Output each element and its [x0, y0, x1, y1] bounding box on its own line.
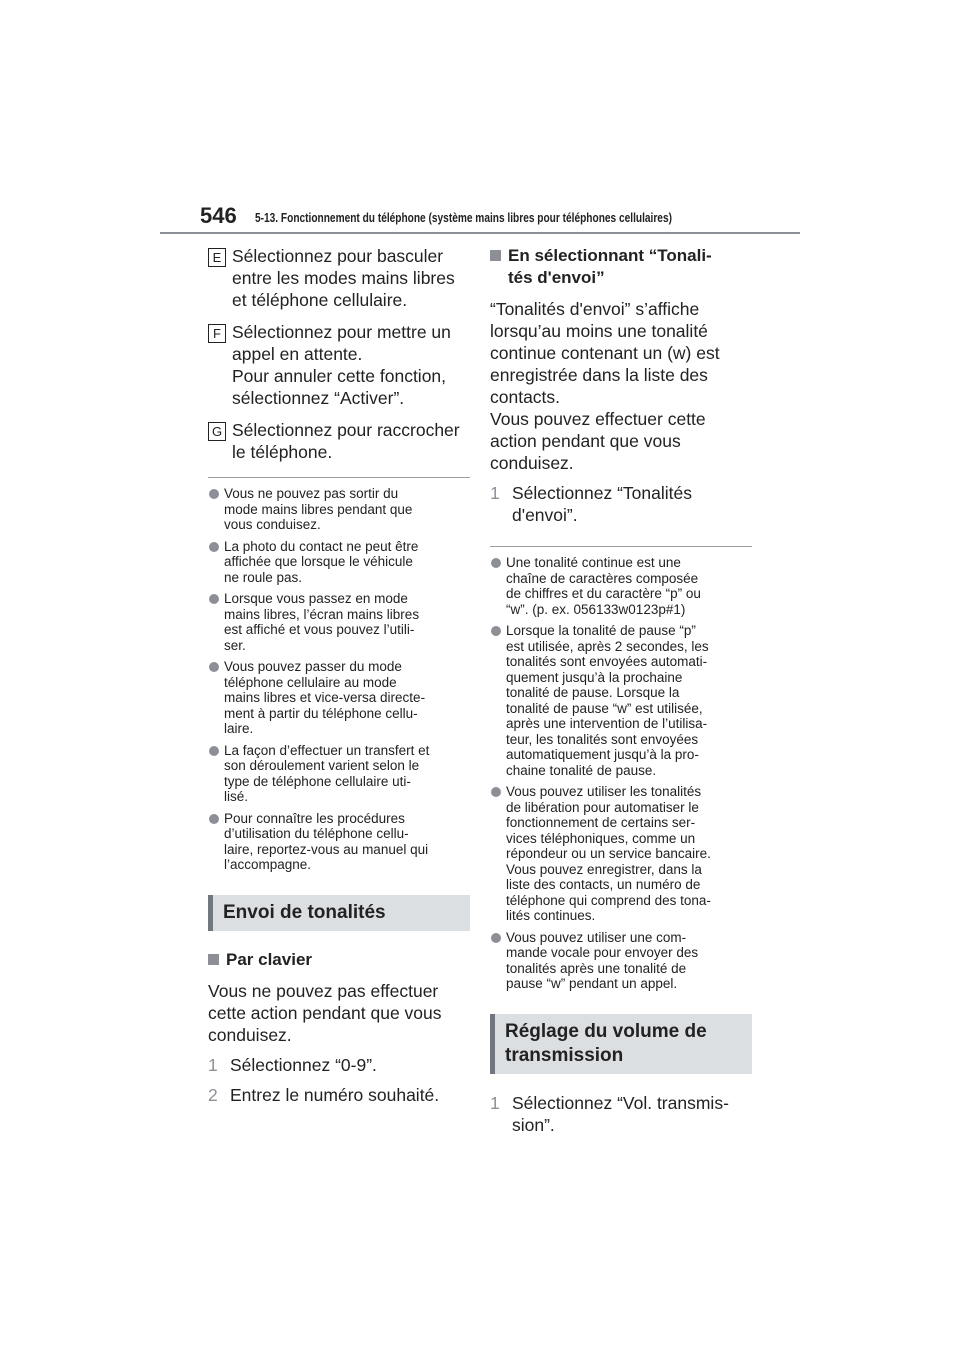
- header-divider: [160, 232, 800, 234]
- step-item: 1 Sélectionnez “Tonalités d'envoi”.: [490, 483, 692, 525]
- item-f-text: Sélectionnez pour mettre un appel en attente. Pour annuler cette fonction, sélectionnez “Activer”.: [232, 322, 451, 408]
- step-item: 1 Sélectionnez “0-9”.: [208, 1054, 377, 1075]
- note-item: Une tonalité continue est une chaîne de caractères composée de chiffres et du caractère “p” ou “w”. (p. ex. 056133w0123p#1): [490, 555, 752, 617]
- item-e-text: Sélectionnez pour basculer entre les modes mains libres et téléphone cellulaire.: [232, 246, 455, 310]
- paragraph-clavier: Vous ne pouvez pas effectuer cette action pendant que vous conduisez.: [208, 980, 442, 1045]
- bullet-icon: [491, 787, 501, 797]
- page-header: [200, 203, 800, 235]
- item-g: [208, 419, 470, 463]
- subheading-tonalites-envoi: En sélectionnant “Tonali- tés d'envoi”: [490, 245, 752, 289]
- note-item: La photo du contact ne peut être affichée que lorsque le véhicule ne roule pas.: [208, 539, 470, 586]
- item-f: [208, 321, 470, 409]
- left-column: [208, 245, 470, 1114]
- notes-divider: [490, 546, 752, 547]
- letter-g-label: G: [208, 422, 226, 441]
- bullet-icon: [491, 933, 501, 943]
- paragraph-tonalites: “Tonalités d'envoi” s’affiche lorsqu’au moins une tonalité continue contenant un (w) est enregistrée dans la liste des contacts. Vous pouvez effectuer cette action pendant que vous conduisez.: [490, 299, 720, 473]
- note-item: La façon d’effectuer un transfert et son déroulement varient selon le type de téléphone cellulaire uti- lisé.: [208, 743, 470, 805]
- square-bullet-icon: [490, 250, 501, 261]
- section-title: 5-13. Fonctionnement du téléphone (système mains libres pour téléphones cellulaires): [255, 210, 672, 225]
- note-item: Pour connaître les procédures d’utilisation du téléphone cellu- laire, reportez-vous au manuel qui l’accompagne.: [208, 811, 470, 873]
- bullet-icon: [209, 542, 219, 552]
- letter-e-label: E: [208, 248, 226, 267]
- section-heading-volume: Réglage du volume de transmission: [490, 1014, 752, 1074]
- note-item: Vous ne pouvez pas sortir du mode mains libres pendant que vous conduisez.: [208, 486, 470, 533]
- note-item: Vous pouvez utiliser les tonalités de libération pour automatiser le fonctionnement de certains ser- vices téléphoniques, comme un répondeur ou un service bancaire. Vous pouvez enregistrer, dans la liste des contacts, un numéro de téléphone qui comprend des tona- lités continues.: [490, 784, 752, 924]
- bullet-icon: [209, 489, 219, 499]
- step-item: 1 Sélectionnez “Vol. transmis- sion”.: [490, 1092, 729, 1135]
- bullet-icon: [209, 746, 219, 756]
- note-item: Vous pouvez utiliser une com- mande vocale pour envoyer des tonalités après une tonalité de pause “w” pendant un appel.: [490, 930, 752, 992]
- bullet-icon: [491, 626, 501, 636]
- right-column: [490, 245, 752, 1144]
- letter-f-label: F: [208, 324, 226, 343]
- section-heading-envoi: Envoi de tonalités: [208, 895, 470, 931]
- bullet-icon: [209, 662, 219, 672]
- note-item: Vous pouvez passer du mode téléphone cellulaire au mode mains libres et vice-versa directe- ment à partir du téléphone cellu- laire.: [208, 659, 470, 737]
- bullet-icon: [209, 814, 219, 824]
- step-item: 2 Entrez le numéro souhaité.: [208, 1084, 440, 1105]
- item-e: [208, 245, 470, 311]
- note-item: Lorsque vous passez en mode mains libres, l’écran mains libres est affiché et vous pouvez l’utili- ser.: [208, 591, 470, 653]
- item-g-text: Sélectionnez pour raccrocher le téléphone.: [232, 420, 460, 462]
- note-item: Lorsque la tonalité de pause “p” est utilisée, après 2 secondes, les tonalités sont envoyées automati- quement jusqu’à la prochaine tonalité de pause. Lorsque la tonalité de pause “w” est utilisée, après une intervention de l’utilisa- teur, les tonalités sont envoyées automatiquement jusqu’à la pro- chaine tonalité de pause.: [490, 623, 752, 778]
- bullet-icon: [209, 594, 219, 604]
- notes-divider: [208, 477, 470, 478]
- page-number: 546: [200, 203, 237, 228]
- subheading-par-clavier: Par clavier: [208, 949, 470, 971]
- bullet-icon: [491, 558, 501, 568]
- square-bullet-icon: [208, 954, 219, 965]
